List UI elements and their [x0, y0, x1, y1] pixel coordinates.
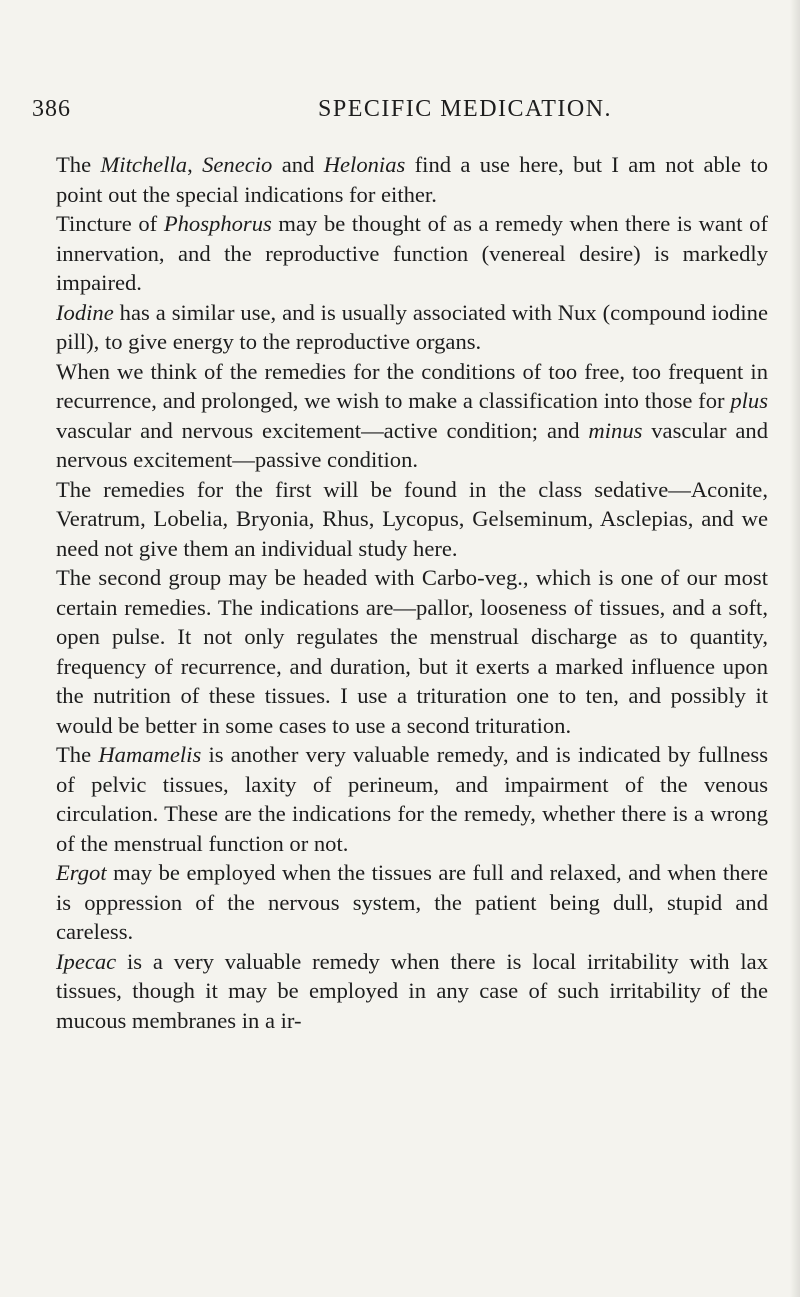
text-run: The second group may be headed with Carbo-veg., which is one of our most certain remedies. The indications are—pallor, looseness of tissues, and a soft, open pulse. It not only regulates the menstrual discharge as to quantity, frequency of recurrence, and duration, but it exerts a marked influence upon the nutrition of these tissues. I use a trituration one to ten, and possibly it would be better in some cases to use a second trituration.	[56, 565, 768, 738]
text-run: is a very valuable remedy when there is local irritability with lax tissues, though it may be employed in any case of such irritability of the mucous membranes in a ir-	[56, 948, 768, 1033]
page-number: 386	[32, 96, 71, 122]
italic-term: minus	[588, 417, 643, 443]
italic-term: Hamamelis	[98, 742, 202, 767]
text-run: The	[56, 152, 101, 177]
italic-term: plus	[730, 388, 768, 413]
paragraph	[56, 947, 768, 1036]
text-run: find a use here, but I am not able to point out the special indications for either.	[56, 152, 769, 207]
running-header	[30, 96, 790, 130]
paragraph	[56, 858, 768, 947]
paragraph	[56, 563, 768, 740]
page-edge-shadow	[790, 0, 800, 1297]
italic-term: Iodine	[56, 299, 114, 325]
italic-term: Ipecac	[56, 948, 117, 974]
paragraph	[56, 209, 768, 298]
page-body	[56, 150, 768, 1035]
running-head-title: SPECIFIC MEDICATION.	[318, 96, 613, 122]
text-run: vascular and nervous excitement—passive condition.	[56, 417, 768, 472]
paragraph	[56, 357, 768, 475]
italic-term: Helonias	[323, 152, 406, 177]
text-run: When we think of the remedies for the conditions of too free, too frequent in recurrence, and prolonged, we wish to make a classification into those for	[56, 358, 768, 413]
italic-term: Phosphorus	[163, 211, 272, 236]
text-run: may be thought of as a remedy when there is want of innervation, and the reproductive function (venereal desire) is markedly impaired.	[56, 211, 768, 295]
paragraph	[56, 298, 768, 357]
text-run: ,	[187, 152, 203, 177]
text-run: The	[56, 742, 99, 767]
text-run: vascular and nervous excitement—active condition; and	[56, 417, 589, 443]
paragraph	[56, 475, 768, 564]
text-run: is another very valuable remedy, and is indicated by fullness of pelvic tissues, laxity of perineum, and impairment of the venous circulation. These are the indications for the remedy, whether there is a wrong of the menstrual function or not.	[56, 742, 768, 856]
text-run: and	[272, 152, 324, 177]
italic-term: Mitchella	[100, 152, 188, 177]
italic-term: Senecio	[202, 152, 273, 177]
text-run: may be employed when the tissues are full and relaxed, and when there is oppression of the nervous system, the patient being dull, stupid and careless.	[56, 860, 768, 944]
text-run: Tincture of	[56, 211, 164, 236]
paragraph	[56, 150, 768, 209]
text-run: has a similar use, and is usually associated with Nux (compound iodine pill), to give energy to the reproductive organs.	[56, 299, 768, 354]
paragraph	[56, 740, 768, 858]
italic-term: Ergot	[56, 860, 107, 885]
text-run: The remedies for the first will be found in the class sedative—Aconite, Veratrum, Lobelia, Bryonia, Rhus, Lycopus, Gelseminum, Asclepias, and we need not give them an individual study here.	[56, 476, 768, 561]
